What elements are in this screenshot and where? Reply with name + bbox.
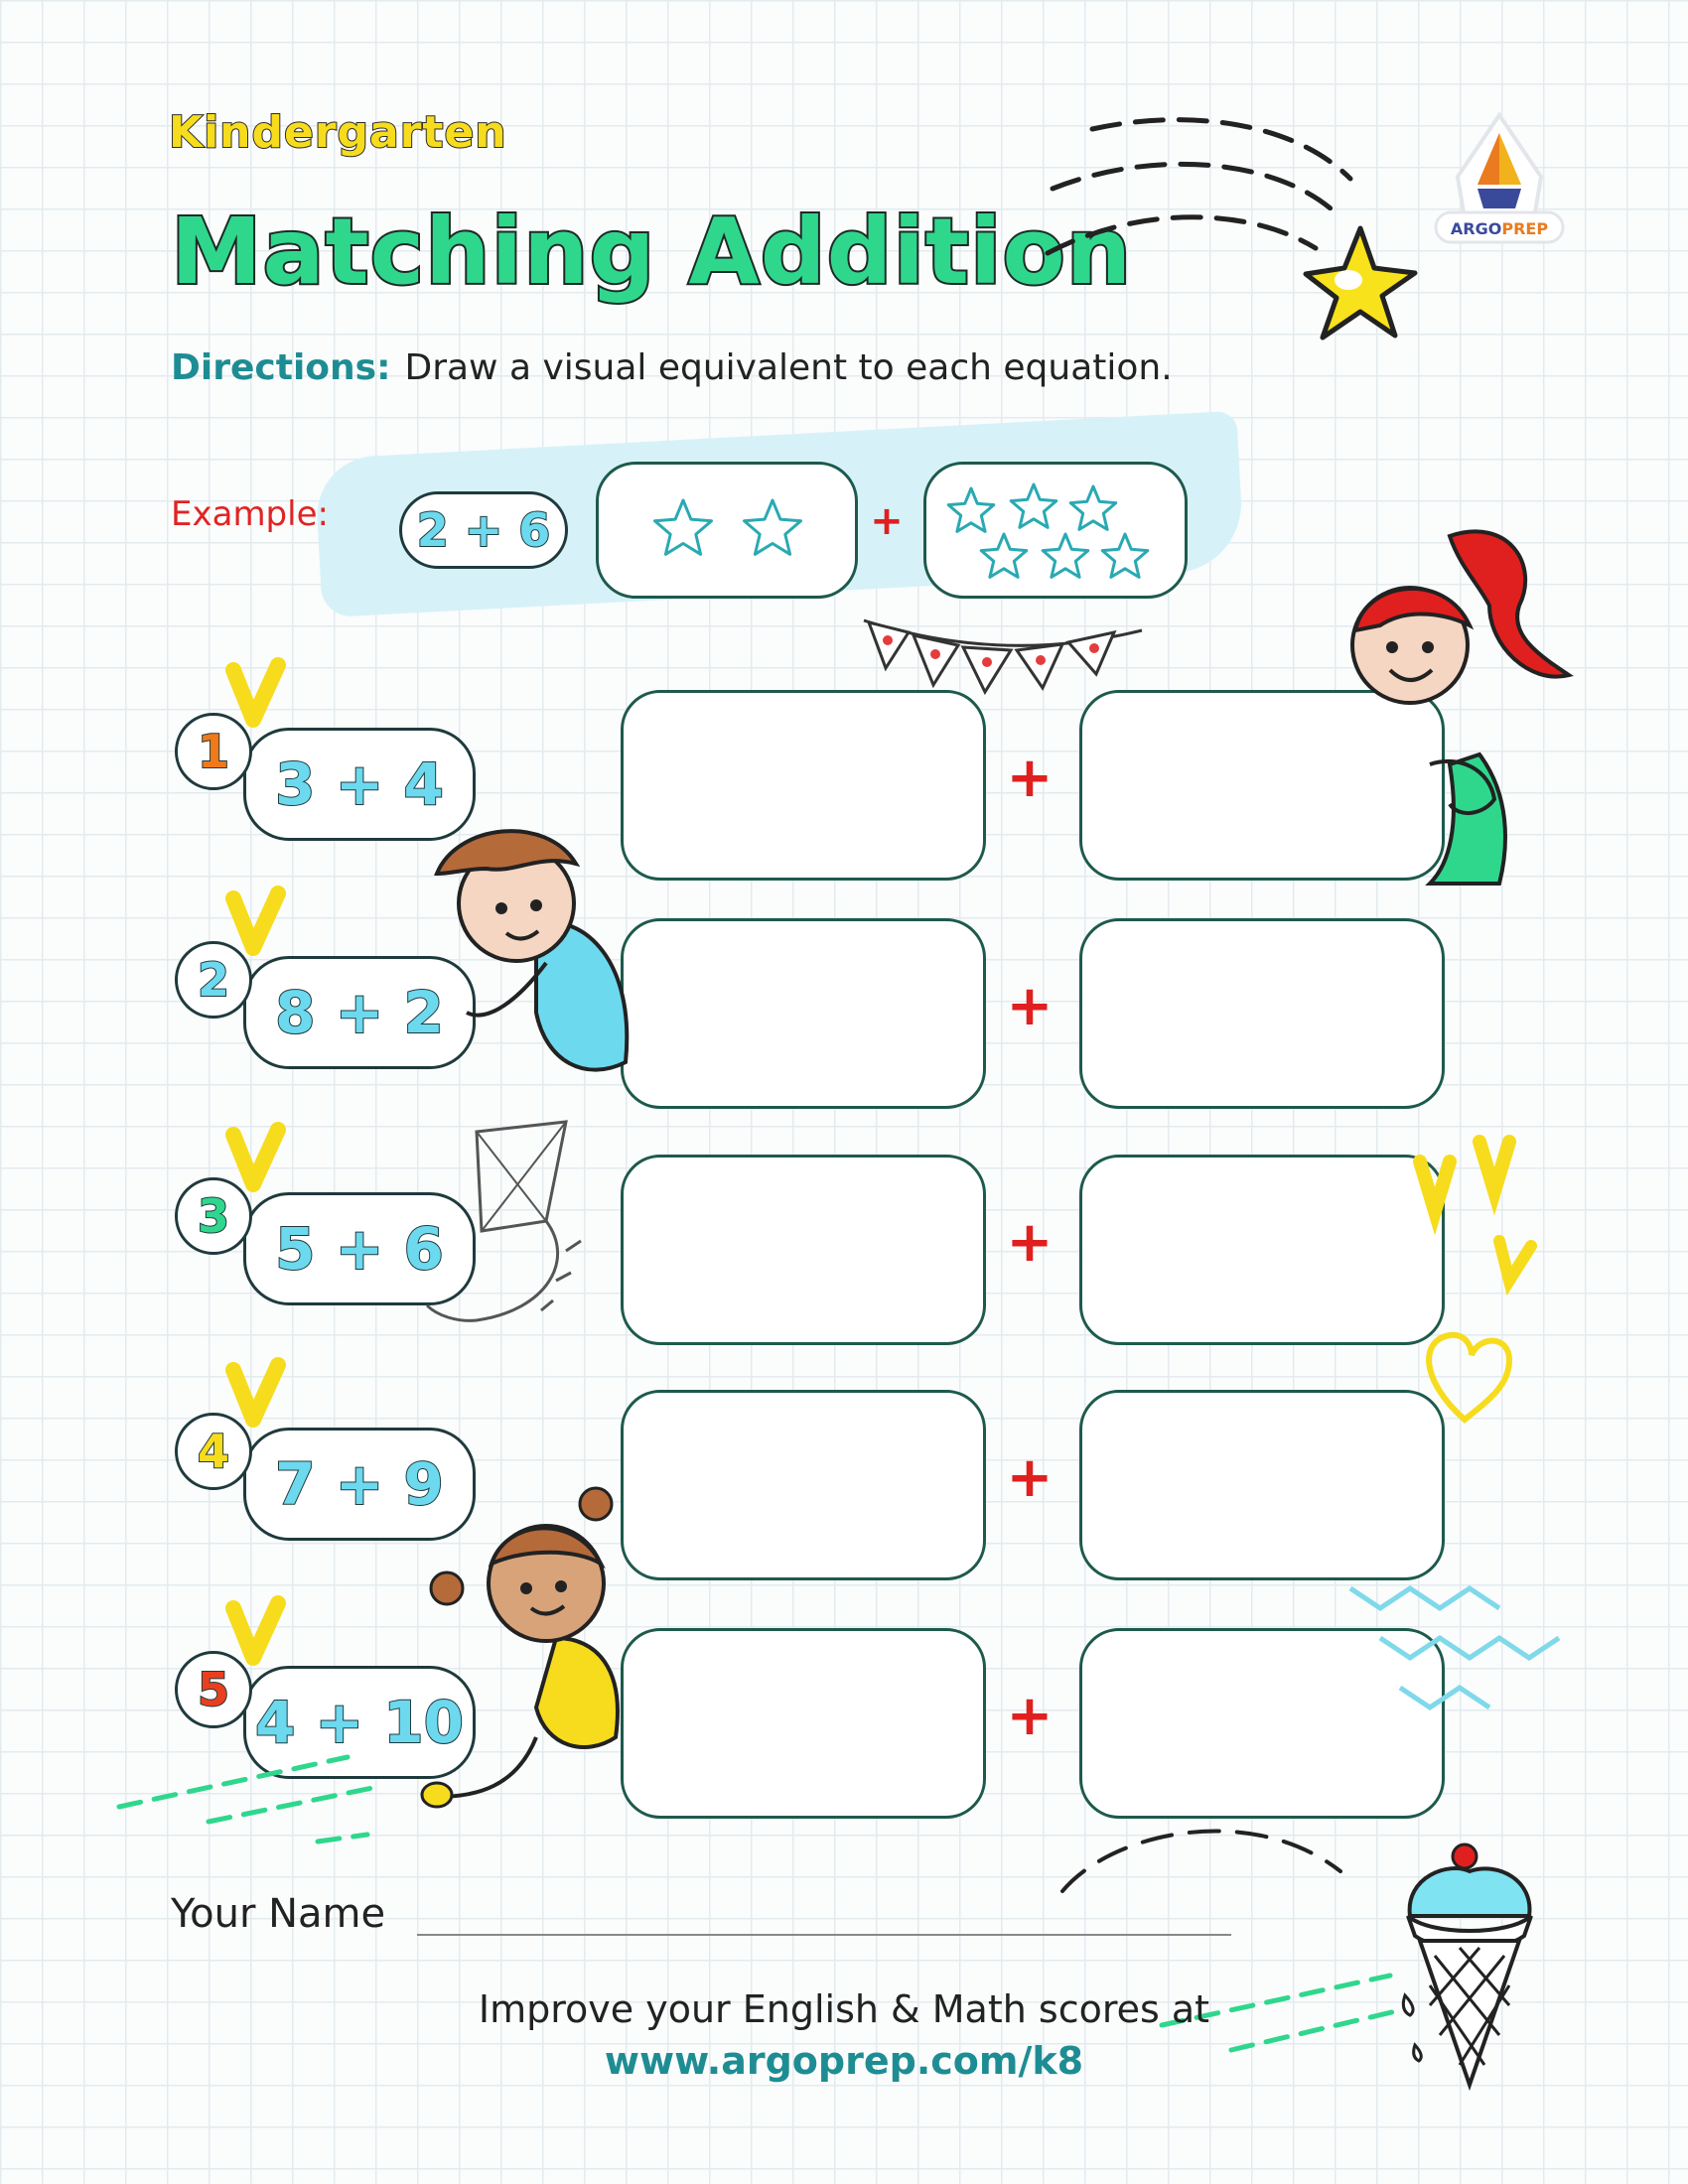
grade-label: Kindergarten [169,107,507,158]
equation-pill: 7 + 9 [243,1428,476,1541]
star-icon [1102,534,1148,577]
answer-box-right[interactable] [1079,1155,1445,1345]
star-icon [981,534,1027,577]
star-icon [655,500,712,554]
girl-pigtails-illustration [417,1469,645,1827]
answer-box-left[interactable] [621,1390,986,1580]
boy-brown-hair-illustration [407,814,675,1112]
example-left-stars [599,465,855,596]
logo-text-argo: ARGO [1450,219,1502,238]
example-plus-sign: + [870,498,904,544]
answer-box-right[interactable] [1079,918,1445,1109]
plus-sign: + [1006,746,1054,810]
arc-decoration [1053,1812,1350,1901]
problem-number: 5 [175,1651,252,1728]
problem-number: 3 [175,1177,252,1255]
answer-box-left[interactable] [621,690,986,881]
answer-box-right[interactable] [1079,1390,1445,1580]
directions-text: Draw a visual equivalent to each equation. [404,347,1173,388]
page-title: Matching Addition [171,199,1133,305]
directions-label: Directions: [171,347,391,388]
your-name-label: Your Name [171,1891,386,1937]
star-icon [745,500,801,554]
problem-number: 2 [175,941,252,1019]
equation-pill: 3 + 4 [243,728,476,841]
plus-sign: + [1006,1445,1054,1510]
directions [171,347,1173,388]
example-right-stars [926,465,1185,596]
equation-pill: 8 + 2 [243,956,476,1069]
example-label: Example: [171,494,329,534]
equation-pill: 5 + 6 [243,1192,476,1305]
dash-decoration [109,1747,407,1856]
problem-number: 4 [175,1413,252,1490]
answer-box-left[interactable] [621,1155,986,1345]
plus-sign: + [1006,1210,1054,1275]
star-icon [948,488,994,531]
shooting-star-icon [1033,109,1420,357]
plus-sign: + [1006,1684,1054,1748]
example-left-box [596,462,858,599]
star-icon [1043,534,1088,577]
girl-red-hair-illustration [1311,526,1579,884]
answer-box-left[interactable] [621,1628,986,1819]
answer-box-left[interactable] [621,918,986,1109]
zigzag-decoration [1340,1569,1579,1717]
plus-sign: + [1006,974,1054,1038]
kite-illustration [417,1112,616,1350]
equation-pill: 4 + 10 [243,1666,476,1779]
star-icon [1070,486,1116,529]
star-icon [1011,484,1056,527]
hearts-decoration [1410,1132,1549,1430]
bunting-decoration [834,611,1172,700]
example-equation: 2 + 6 [399,491,568,569]
promo-text: Improve your English & Math scores at [478,1987,1210,2031]
example-right-box [923,462,1188,599]
logo-text-prep: PREP [1501,219,1549,238]
argoprep-logo [1430,107,1569,256]
problem-number: 1 [175,713,252,790]
website-link[interactable]: www.argoprep.com/k8 [604,2039,1084,2083]
name-input-line[interactable] [417,1934,1231,1936]
